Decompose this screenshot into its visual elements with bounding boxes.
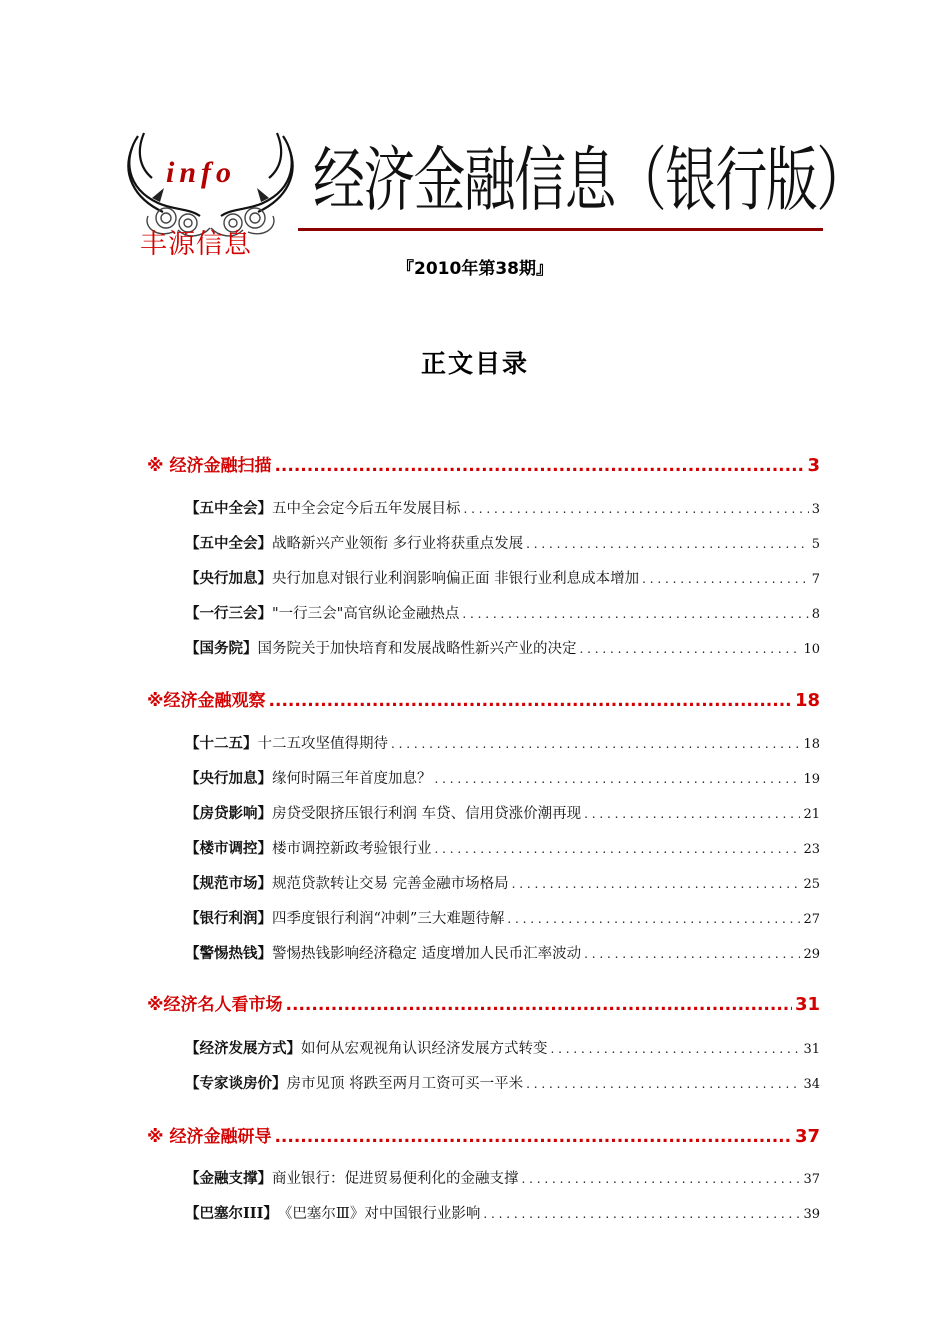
toc-page-number: 3: [811, 502, 820, 517]
publication-title: 经济金融信息（银行版）: [313, 139, 867, 221]
toc-entry-tag: 【经济发展方式】: [185, 1040, 301, 1057]
dot-leader: [435, 772, 801, 786]
toc-page-number: 37: [803, 1172, 820, 1187]
dot-leader: [507, 912, 800, 926]
toc-page-number: 5: [811, 537, 820, 552]
toc-entry-tag: 【十二五】: [185, 735, 258, 752]
toc-entry[interactable]: [185, 802, 820, 823]
toc-section-title: ※ 经济金融扫描: [147, 456, 272, 476]
toc-entry-tag: 【金融支撑】: [185, 1170, 272, 1187]
dot-leader: [286, 995, 792, 1015]
toc-section[interactable]: [147, 451, 820, 476]
toc-entry[interactable]: [185, 567, 820, 588]
toc-entry-title: 战略新兴产业领衔 多行业将获重点发展: [272, 536, 524, 552]
toc-entry-title: 《巴塞尔Ⅲ》对中国银行业影响: [277, 1206, 481, 1222]
toc-entry-tag: 【央行加息】: [185, 770, 272, 787]
toc-entry[interactable]: [185, 1037, 820, 1058]
toc-entry-title: 商业银行：促进贸易便利化的金融支撑: [272, 1171, 519, 1187]
toc-entry[interactable]: [185, 1167, 820, 1188]
masthead: [118, 128, 867, 260]
toc-entry[interactable]: [185, 872, 820, 893]
toc-entry-tag: 【国务院】: [185, 640, 258, 657]
toc-entry-title: 警惕热钱影响经济稳定 适度增加人民币汇率波动: [272, 946, 582, 962]
toc-entry-title: 如何从宏观视角认识经济发展方式转变: [301, 1041, 548, 1057]
dot-leader: [464, 502, 809, 516]
toc-entry-tag: 【央行加息】: [185, 570, 272, 587]
toc-page-number: 34: [803, 1077, 820, 1092]
toc-entry[interactable]: [185, 837, 820, 858]
toc-entry-tag: 【专家谈房价】: [185, 1075, 287, 1092]
toc-entry[interactable]: [185, 497, 820, 518]
toc-entry[interactable]: [185, 602, 820, 623]
dot-leader: [435, 842, 801, 856]
toc-entry-tag: 【五中全会】: [185, 500, 272, 517]
toc-page-number: 23: [803, 842, 820, 857]
toc-entry[interactable]: [185, 907, 820, 928]
toc-entry-tag: 【规范市场】: [185, 875, 272, 892]
toc-entry-title: 房市见顶 将跌至两月工资可买一平米: [286, 1076, 524, 1092]
issue-number: 『2010年第38期』: [397, 259, 553, 279]
toc-page-number: 37: [794, 1126, 820, 1147]
dot-leader: [551, 1042, 801, 1056]
dot-leader: [526, 1077, 800, 1091]
toc-entry[interactable]: [185, 767, 820, 788]
toc-entry-title: 央行加息对银行业利润影响偏正面 非银行业利息成本增加: [272, 571, 640, 587]
toc-page-number: 18: [794, 690, 820, 711]
dot-leader: [584, 947, 800, 961]
dot-leader: [512, 877, 801, 891]
toc-entry-tag: 【一行三会】: [185, 605, 272, 622]
toc-section-title: ※ 经济金融研导: [147, 1127, 272, 1147]
dot-leader: [269, 691, 792, 711]
toc-entry-title: 规范贷款转让交易 完善金融市场格局: [272, 876, 509, 892]
toc-page-number: 18: [803, 737, 820, 752]
toc-page-number: 10: [803, 642, 820, 657]
dot-leader: [483, 1207, 800, 1221]
toc-entry-tag: 【警惕热钱】: [185, 945, 272, 962]
toc-entry[interactable]: [185, 1072, 820, 1093]
toc-page-number: 7: [811, 572, 820, 587]
toc-heading: 正文目录: [420, 349, 529, 378]
toc-entry[interactable]: [185, 637, 820, 658]
dot-leader: [584, 807, 800, 821]
toc-section[interactable]: [147, 686, 820, 711]
title-underline: [298, 228, 823, 231]
toc-entry-title: 十二五攻坚值得期待: [257, 736, 388, 752]
dot-leader: [642, 572, 809, 586]
logo-brand-text: 丰源信息: [140, 229, 252, 260]
dot-leader: [522, 1172, 801, 1186]
toc-page-number: 29: [803, 947, 820, 962]
toc-entry-title: 房贷受限挤压银行利润 车贷、信用贷涨价潮再现: [272, 806, 582, 822]
toc-entry-title: 缘何时隔三年首度加息？: [272, 771, 432, 787]
toc-entry-tag: 【五中全会】: [185, 535, 272, 552]
dot-leader: [391, 737, 800, 751]
toc-entry-title: 五中全会定今后五年发展目标: [272, 501, 461, 517]
toc-entry-tag: 【房贷影响】: [185, 805, 272, 822]
toc-page-number: 8: [811, 607, 820, 622]
dot-leader: [274, 1127, 791, 1147]
dot-leader: [462, 607, 808, 621]
toc-entry[interactable]: [185, 732, 820, 753]
toc-page-number: 39: [803, 1207, 820, 1222]
toc-page-number: 25: [803, 877, 820, 892]
dot-leader: [274, 456, 804, 476]
toc-entry-title: 楼市调控新政考验银行业: [272, 841, 432, 857]
toc-page-number: 21: [803, 807, 820, 822]
toc-page-number: 31: [803, 1042, 820, 1057]
toc-entry-title: "一行三会"高官纵论金融热点: [272, 606, 460, 622]
toc-entry-tag: 【巴塞尔III】: [185, 1205, 278, 1222]
toc-page-number: 19: [803, 772, 820, 787]
toc-page-number: 3: [807, 455, 820, 476]
toc-section[interactable]: [147, 990, 820, 1015]
toc-entry[interactable]: [185, 1202, 820, 1223]
toc-entry-title: 国务院关于加快培育和发展战略性新兴产业的决定: [257, 641, 577, 657]
toc-entry[interactable]: [185, 532, 820, 553]
toc-entry-tag: 【楼市调控】: [185, 840, 272, 857]
toc-section-title: ※经济名人看市场: [147, 995, 283, 1015]
wings-logo: [118, 128, 303, 260]
toc-page-number: 31: [794, 994, 820, 1015]
toc-entry-tag: 【银行利润】: [185, 910, 272, 927]
logo-info-text: info: [166, 156, 237, 189]
toc-page-number: 27: [803, 912, 820, 927]
dot-leader: [580, 642, 801, 656]
toc-section[interactable]: [147, 1122, 820, 1147]
toc-entry[interactable]: [185, 942, 820, 963]
toc-entry-title: 四季度银行利润“冲刺”三大难题待解: [272, 911, 505, 927]
dot-leader: [526, 537, 809, 551]
toc-section-title: ※经济金融观察: [147, 691, 266, 711]
